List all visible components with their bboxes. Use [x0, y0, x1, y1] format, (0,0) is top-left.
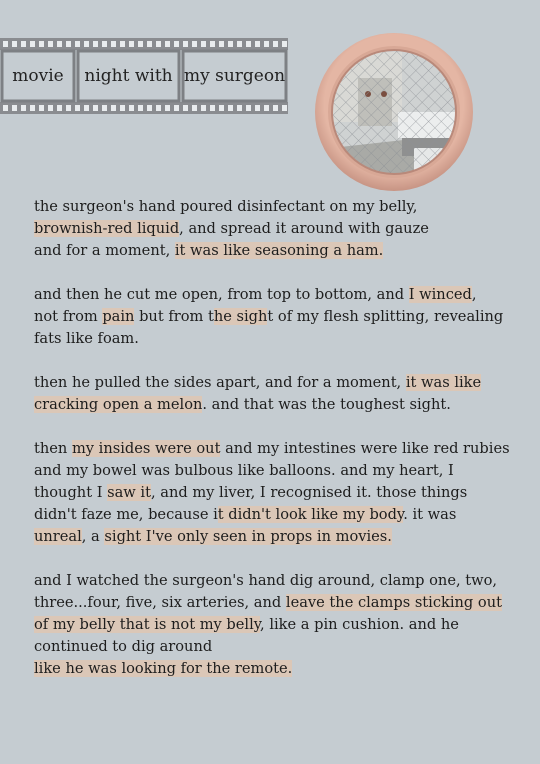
sprocket-hole [228, 105, 233, 111]
highlighted-phrase: sight I've only seen in props in movies. [104, 528, 392, 545]
sprocket-hole [165, 41, 170, 47]
sprocket-hole [192, 105, 197, 111]
stanza-5 [34, 570, 514, 680]
sprocket-hole [237, 41, 242, 47]
text-segment: not from [34, 308, 103, 325]
sprocket-hole [30, 105, 35, 111]
sprocket-hole [237, 105, 242, 111]
sprocket-hole [255, 41, 260, 47]
text-segment: thought I [34, 484, 108, 501]
sprocket-hole [12, 105, 17, 111]
sprocket-hole [219, 105, 224, 111]
highlighted-phrase: I winced [408, 286, 472, 303]
sprocket-hole [183, 41, 188, 47]
highlighted-phrase: my insides were out [71, 440, 221, 457]
sprocket-hole [282, 41, 287, 47]
sprocket-hole [174, 105, 179, 111]
text-segment: and my intestines were like red rubies [220, 440, 510, 457]
sprocket-hole [75, 105, 80, 111]
sprocket-hole [48, 41, 53, 47]
highlighted-phrase: cracking open a melon [34, 396, 203, 413]
sprocket-hole [129, 41, 134, 47]
sprocket-hole [156, 41, 161, 47]
sprocket-hole [165, 105, 170, 111]
text-segment: the surgeon's hand poured disinfectant on my belly, [34, 198, 418, 215]
highlighted-phrase: pain [102, 308, 135, 325]
sprocket-hole [75, 41, 80, 47]
sprocket-hole [102, 105, 107, 111]
sprocket-hole [282, 105, 287, 111]
text-segment: and my bowel was bulbous like balloons. and my heart, I [34, 462, 454, 479]
highlighted-phrase: brownish-red liquid [34, 220, 180, 237]
sprocket-hole [21, 105, 26, 111]
text-segment: . it was [403, 506, 457, 523]
highlighted-phrase: he sigh [213, 308, 268, 325]
text-segment: continued to dig around [34, 638, 213, 655]
text-segment: t of my flesh splitting, revealing [267, 308, 504, 325]
sprocket-hole [111, 105, 116, 111]
sprocket-hole [48, 105, 53, 111]
sprocket-hole [84, 105, 89, 111]
text-segment: fats like foam. [34, 330, 139, 347]
sprocket-hole [66, 105, 71, 111]
text-segment: , a [81, 528, 105, 545]
highlighted-phrase: of my belly that is not my belly [34, 616, 261, 633]
sprocket-hole [102, 41, 107, 47]
sprocket-hole [39, 105, 44, 111]
porthole-window-image [314, 32, 474, 192]
sprocket-hole [210, 105, 215, 111]
sprocket-hole [147, 105, 152, 111]
text-segment: three...four, five, six arteries, and [34, 594, 286, 611]
title-word-night-with: night with [84, 66, 173, 86]
sprocket-hole [111, 41, 116, 47]
sprocket-hole [66, 41, 71, 47]
sprocket-hole [219, 41, 224, 47]
stanza-2 [34, 284, 514, 350]
title-word-movie: movie [12, 66, 64, 86]
sprocket-hole [273, 41, 278, 47]
sprocket-hole [3, 105, 8, 111]
highlighted-phrase: like he was looking for the remote. [34, 660, 293, 677]
sprocket-hole [174, 41, 179, 47]
highlighted-phrase: it was like seasoning a ham. [174, 242, 384, 259]
sprocket-hole [228, 41, 233, 47]
film-strip-title [0, 36, 288, 116]
highlighted-phrase: leave the clamps sticking out [285, 594, 502, 611]
text-segment: and I watched the surgeon's hand dig around, clamp one, two, [34, 572, 498, 589]
sprocket-hole [57, 105, 62, 111]
sprocket-hole [246, 41, 251, 47]
stanza-1 [34, 196, 514, 262]
sprocket-hole [138, 41, 143, 47]
sprocket-hole [201, 41, 206, 47]
sprocket-hole [183, 105, 188, 111]
sprocket-hole [57, 41, 62, 47]
sprocket-hole [93, 105, 98, 111]
highlighted-phrase: it was like [405, 374, 482, 391]
highlighted-phrase: unreal [34, 528, 82, 545]
sprocket-hole [84, 41, 89, 47]
sprocket-hole [39, 41, 44, 47]
text-segment: . and that was the toughest sight. [202, 396, 451, 413]
stanza-3 [34, 372, 514, 416]
text-segment: , and my liver, I recognised it. those things [150, 484, 468, 501]
sprocket-hole [246, 105, 251, 111]
sprocket-hole [93, 41, 98, 47]
title-word-my-surgeon: my surgeon [183, 66, 286, 86]
sprocket-hole [129, 105, 134, 111]
text-segment: , [471, 286, 477, 303]
highlighted-phrase: saw it [107, 484, 151, 501]
sprocket-hole [264, 105, 269, 111]
sprocket-hole [201, 105, 206, 111]
sprocket-hole [12, 41, 17, 47]
poem-body [34, 196, 514, 702]
sprocket-hole [255, 105, 260, 111]
highlighted-phrase: t didn't look like my body [217, 506, 404, 523]
sprocket-hole [21, 41, 26, 47]
sprocket-hole [147, 41, 152, 47]
sprocket-hole [156, 105, 161, 111]
sprocket-hole [3, 41, 8, 47]
text-segment: but from t [134, 308, 214, 325]
sprocket-hole [192, 41, 197, 47]
text-segment: , and spread it around with gauze [179, 220, 429, 237]
sprocket-hole [264, 41, 269, 47]
text-segment: , like a pin cushion. and he [260, 616, 459, 633]
sprocket-hole [30, 41, 35, 47]
text-segment: and for a moment, [34, 242, 175, 259]
stanza-4 [34, 438, 514, 548]
text-segment: then he pulled the sides apart, and for a moment, [34, 374, 406, 391]
sprocket-hole [210, 41, 215, 47]
text-segment: didn't faze me, because i [34, 506, 218, 523]
text-segment: and then he cut me open, from top to bottom, and [34, 286, 409, 303]
sprocket-hole [120, 41, 125, 47]
sprocket-hole [273, 105, 278, 111]
sprocket-hole [138, 105, 143, 111]
sprocket-hole [120, 105, 125, 111]
text-segment: then [34, 440, 72, 457]
